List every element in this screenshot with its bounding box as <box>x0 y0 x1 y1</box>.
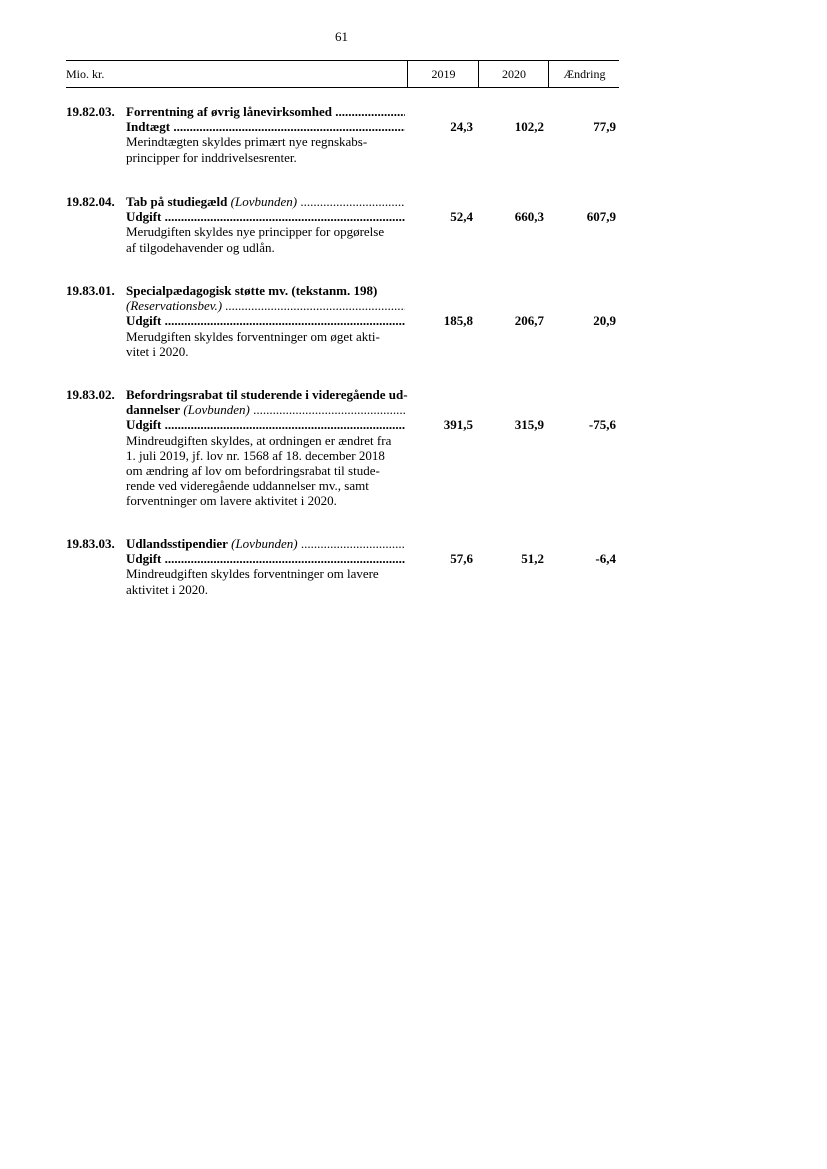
description-line: rende ved videregående uddannelser mv., samt <box>126 478 369 494</box>
description-line: Merudgiften skyldes nye principper for opgørelse <box>126 224 385 240</box>
entry-line-label: Udgift ..... <box>126 417 405 432</box>
entry-description <box>126 134 405 164</box>
page-number: 61 <box>335 29 348 44</box>
description-line: aktivitet i 2020. <box>126 581 208 597</box>
description-line: principper for inddrivelsesrenter. <box>126 149 297 165</box>
table-header <box>66 60 619 88</box>
account-number: 19.83.03. <box>66 536 115 551</box>
entry-title-suffix: (Lovbunden) <box>230 194 298 209</box>
entry-title-suffix: (Lovbunden) <box>231 536 298 551</box>
entry-line-label: Indtægt ..... <box>126 119 405 134</box>
value-change: 20,9 <box>593 313 616 329</box>
entry-description <box>126 224 405 254</box>
value-2019: 185,8 <box>443 313 473 329</box>
value-2020: 660,3 <box>514 209 544 225</box>
entry-title: Befordringsrabat til studerende i videregående ud- <box>126 387 408 402</box>
value-2020: 51,2 <box>521 551 544 567</box>
description-line: Mindreudgiften skyldes forventninger om lavere <box>126 566 379 582</box>
value-change: 607,9 <box>586 209 616 225</box>
value-2019: 52,4 <box>450 209 473 225</box>
account-number: 19.82.04. <box>66 194 115 209</box>
unit-label: Mio. kr. <box>66 67 105 81</box>
entry-description <box>126 566 405 596</box>
description-line: Merindtægten skyldes primært nye regnskabs- <box>126 134 368 150</box>
description-line: forventninger om lavere aktivitet i 2020. <box>126 493 337 509</box>
description-line: 1. juli 2019, jf. lov nr. 1568 af 18. december 2018 <box>126 447 385 463</box>
value-change: -75,6 <box>588 417 616 433</box>
entry-title-continued: dannelser <box>126 402 181 418</box>
description-line: vitet i 2020. <box>126 343 189 359</box>
entry-title-line2 <box>126 402 405 417</box>
account-number: 19.83.02. <box>66 387 115 402</box>
account-number: 19.82.03. <box>66 104 115 119</box>
entry-title: Udlandsstipendier <box>126 536 228 551</box>
entry-title: Forrentning af øvrig lånevirksomhed ..... <box>126 104 405 119</box>
entry-description <box>126 433 405 509</box>
value-2020: 206,7 <box>514 313 544 329</box>
entry-line-label: Udgift ..... <box>126 209 405 224</box>
entry-title-line <box>126 536 405 551</box>
value-2020: 315,9 <box>514 417 544 433</box>
description-line: Mindreudgiften skyldes, at ordningen er ændret fra <box>126 432 392 448</box>
entry-body <box>126 104 405 165</box>
entry-line-label: Udgift ..... <box>126 551 405 566</box>
entry-body <box>126 283 405 359</box>
column-header-2020: 2020 <box>478 61 549 87</box>
entry-description <box>126 329 405 359</box>
entry-line-label: Udgift ..... <box>126 313 405 328</box>
description-line: Merudgiften skyldes forventninger om øget akti- <box>126 328 380 344</box>
entry-subtitle: (Reservationsbev.) ..... <box>126 298 405 313</box>
entry-title-suffix: (Lovbunden) <box>183 402 250 418</box>
description-line: om ændring af lov om befordringsrabat til stude- <box>126 463 380 479</box>
value-change: 77,9 <box>593 119 616 135</box>
entry-body <box>126 387 408 509</box>
description-line: af tilgodehavender og udlån. <box>126 239 275 255</box>
value-change: -6,4 <box>595 551 616 567</box>
column-header-2019: 2019 <box>407 61 479 87</box>
value-2019: 391,5 <box>443 417 473 433</box>
entry-body <box>126 536 405 597</box>
value-2019: 24,3 <box>450 119 473 135</box>
entry-title: Specialpædagogisk støtte mv. (tekstanm. 198) <box>126 283 378 298</box>
entry-body <box>126 194 405 255</box>
value-2019: 57,6 <box>450 551 473 567</box>
account-number: 19.83.01. <box>66 283 115 298</box>
value-2020: 102,2 <box>514 119 544 135</box>
column-header-change: Ændring <box>548 61 620 87</box>
entry-title-line <box>126 194 405 209</box>
entry-title: Tab på studiegæld <box>126 194 228 209</box>
